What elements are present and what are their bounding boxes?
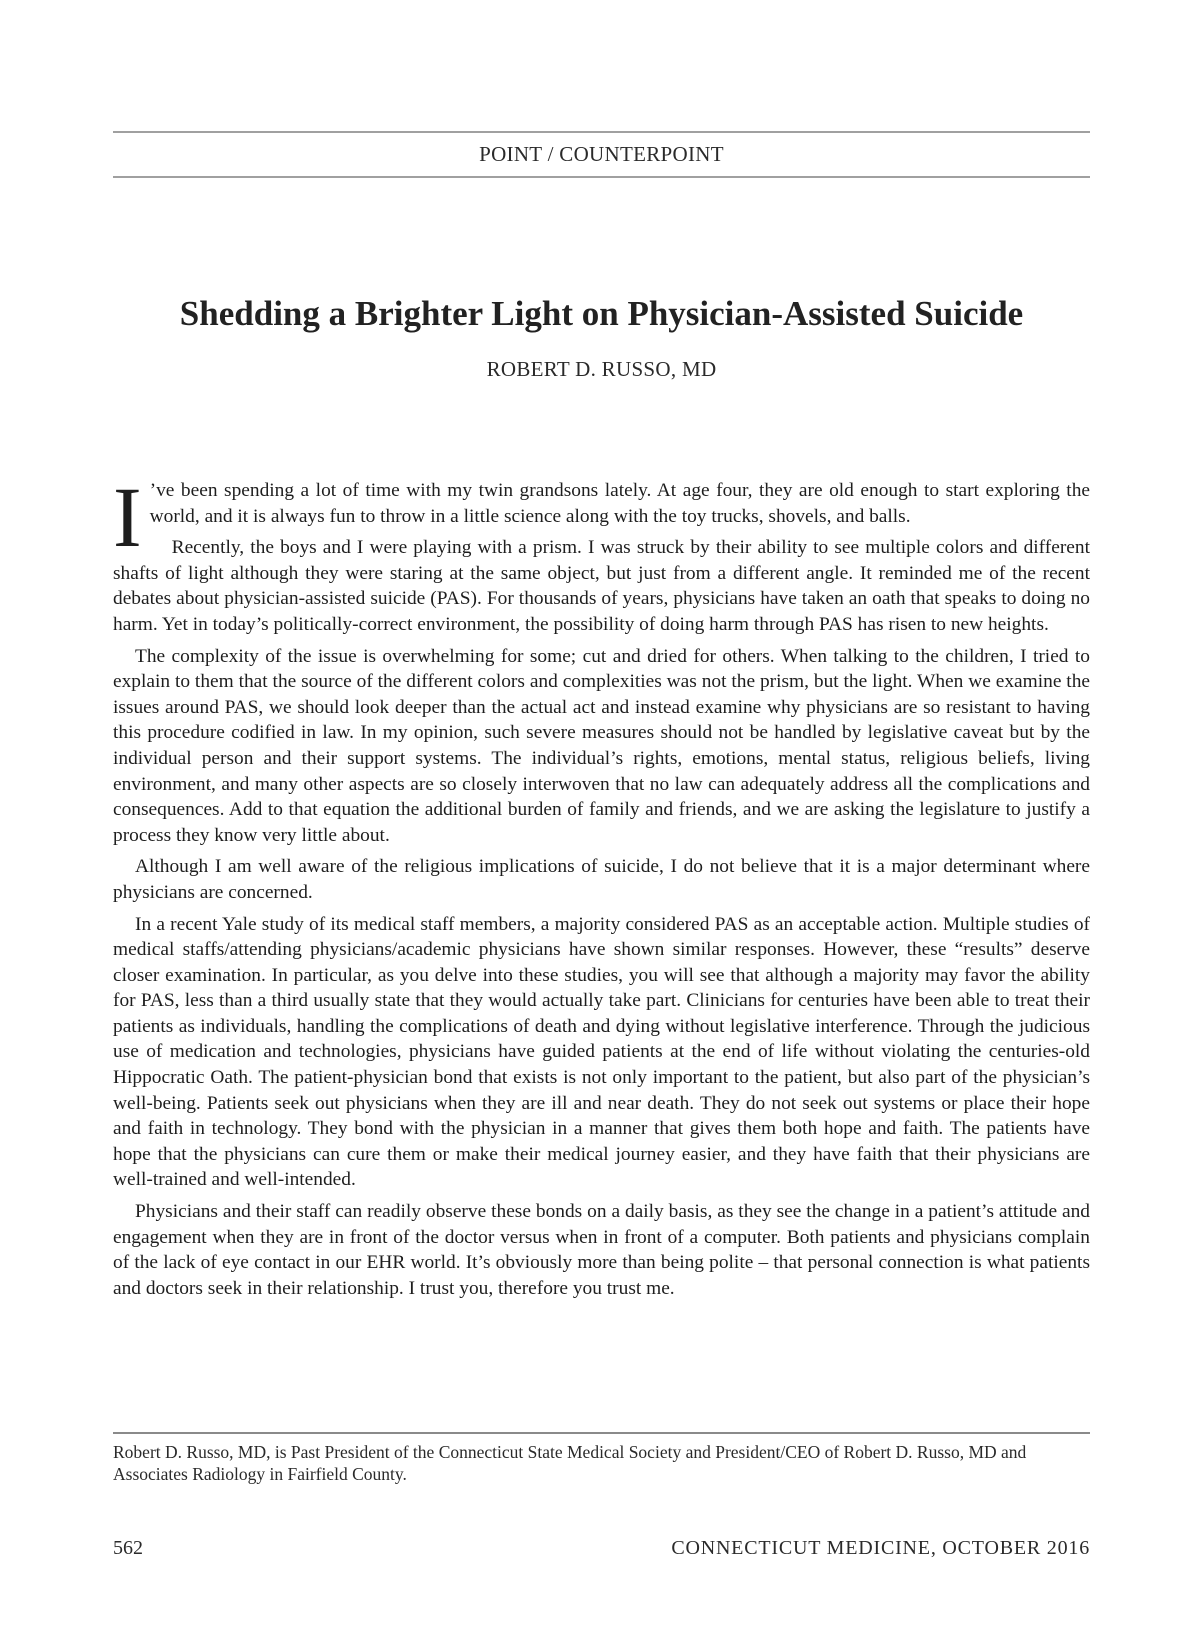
page-number: 562 (113, 1537, 143, 1559)
paragraph-5: In a recent Yale study of its medical staff members, a majority considered PAS as an acceptable action. Multiple studies of medical staffs/attending physicians/academic physicians have shown similar responses. However, these “results” deserve closer examination. In particular, as you delve into these studies, you will see that although a majority may favor the ability for PAS, less than a third usually state that they would actually take part. Clinicians for centuries have been able to treat their patients as individuals, handling the complications of death and dying without legislative interference. Through the judicious use of medication and technologies, physicians have guided patients at the end of life without violating the centuries-old Hippocratic Oath. The patient-physician bond that exists is not only important to the patient, but also part of the physician’s well-being. Patients seek out physicians when they are ill and near death. They do not seek out systems or place their hope and faith in technology. They bond with the physician in a manner that gives them both hope and faith. The patients have hope that the physicians can cure them or make their medical journey easier, and they have faith that their physicians are well-trained and well-intended. (113, 913, 1090, 1191)
paragraph-1-text: ’ve been spending a lot of time with my twin grandsons lately. At age four, they are old enough to start exploring the world, and it is always fun to throw in a little science along with the toy trucks, shovels, and balls. (149, 480, 1090, 527)
paragraph-2: Recently, the boys and I were playing with a prism. I was struck by their ability to see multiple colors and different shafts of light although they were staring at the same object, but just from a different angle. It reminded me of the recent debates about physician-assisted suicide (PAS). For thousands of years, physicians have taken an oath that speaks to doing no harm. Yet in today’s politically-correct environment, the possibility of doing harm through PAS has risen to new heights. (113, 537, 1090, 635)
paragraph-3: The complexity of the issue is overwhelming for some; cut and dried for others. When talking to the children, I tried to explain to them that the source of the different colors and complexities was not the prism, but the light. When we examine the issues around PAS, we should look deeper than the actual act and instead examine why physicians are so resistant to having this procedure codified in law. In my opinion, such severe measures should not be handled by legislative caveat but by the individual person and their support systems. The individual’s rights, emotions, mental status, religious beliefs, living environment, and many other aspects are so closely interwoven that no law can adequately address all the complications and consequences. Add to that equation the additional burden of family and friends, and we are asking the legislature to justify a process they know very little about. (113, 645, 1090, 846)
author-footnote: Robert D. Russo, MD, is Past President of the Connecticut State Medical Society and President/CEO of Robert D. Russo, MD and Associates Radiology in Fairfield County. (113, 1432, 1090, 1485)
article-body (113, 469, 1090, 1307)
section-header: POINT / COUNTERPOINT (113, 131, 1090, 178)
journal-footer: CONNECTICUT MEDICINE, OCTOBER 2016 (671, 1537, 1090, 1559)
article-title: Shedding a Brighter Light on Physician-Assisted Suicide (179, 294, 1024, 333)
paragraph-1 (113, 469, 1090, 565)
article-author: ROBERT D. RUSSO, MD (486, 357, 717, 381)
paragraph-6: Physicians and their staff can readily observe these bonds on a daily basis, as they see the change in a patient’s attitude and engagement when they are in front of the doctor versus when in front of a computer. Both patients and physicians complain of the lack of eye contact in our EHR world. It’s obviously more than being polite – that personal connection is what patients and doctors seek in their relationship. I trust you, therefore you trust me. (113, 1201, 1090, 1299)
paragraph-4: Although I am well aware of the religious implications of suicide, I do not believe that it is a major determinant where physicians are concerned. (113, 856, 1090, 903)
drop-cap: I (113, 469, 142, 565)
